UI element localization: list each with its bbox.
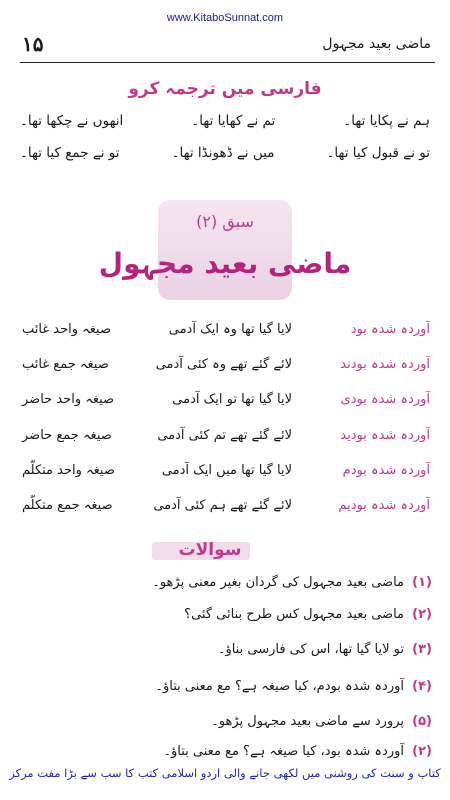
question-item — [22, 744, 432, 759]
exercise-heading: فارسی میں ترجمہ کرو — [128, 79, 322, 99]
question-text: تو لایا گیا تھا، اس کی فارسی بناؤ۔ — [217, 642, 405, 657]
question-number: (۳) — [412, 642, 432, 657]
conjugation-row — [22, 357, 430, 377]
exercise-row — [20, 113, 430, 129]
running-title: ماضی بعید مجہول — [322, 36, 431, 52]
conjugation-row — [22, 428, 430, 448]
conjugation-meaning: لایا گیا تھا میں ایک آدمی — [161, 463, 292, 478]
lesson-title: ماضی بعید مجہول — [98, 247, 352, 280]
question-text: ماضی بعید مجہول کی گردان بغیر معنی پڑھو۔ — [152, 575, 405, 590]
conjugation-type: صیغہ جمع متکلّم — [22, 498, 113, 513]
exercise-item: میں نے ڈھونڈا تھا۔ — [171, 145, 275, 161]
footer-banner[interactable]: کتاب و سنت کی روشنی میں لکھی جانے والی اردو اسلامی کتب کا سب سے بڑا مفت مرکز — [9, 766, 441, 780]
conjugation-form: آوردہ شدہ بودید — [340, 428, 430, 443]
conjugation-type: صیغہ واحد متکلّم — [22, 463, 115, 478]
conjugation-meaning: لائے گئے تھے وہ کئی آدمی — [155, 357, 292, 372]
conjugation-meaning: لایا گیا تھا تو ایک آدمی — [172, 392, 292, 407]
exercise-item: انھوں نے چکھا تھا۔ — [20, 113, 124, 129]
conjugation-form: آوردہ شدہ بود — [350, 322, 430, 337]
exercise-item: تو نے جمع کیا تھا۔ — [20, 145, 120, 161]
lesson-number: سبق (۲) — [196, 212, 254, 231]
page-header — [20, 30, 435, 63]
question-number: (۲) — [412, 607, 432, 622]
website-url[interactable]: www.KitaboSunnat.com — [166, 12, 284, 24]
question-number: (۲) — [412, 744, 432, 759]
conjugation-form: آوردہ شدہ بودند — [340, 357, 430, 372]
question-text: ماضی بعید مجہول کس طرح بنائی گئی؟ — [184, 607, 405, 622]
exercise-item: تو نے قبول کیا تھا۔ — [326, 145, 430, 161]
conjugation-meaning: لائے گئے تھے تم کئی آدمی — [157, 428, 292, 443]
questions-heading: سوالات — [178, 540, 242, 560]
exercise-item: ہم نے پکایا تھا۔ — [343, 113, 430, 129]
question-text: پرورد سے ماضی بعید مجہول پڑھو۔ — [211, 714, 405, 729]
conjugation-form: آوردہ شدہ بودم — [342, 463, 430, 478]
conjugation-type: صیغہ واحد حاضر — [22, 392, 115, 407]
question-item — [22, 575, 432, 590]
question-item — [22, 642, 432, 657]
conjugation-type: صیغہ جمع غائب — [22, 357, 109, 372]
conjugation-type: صیغہ جمع حاضر — [22, 428, 112, 443]
question-number: (۱) — [412, 575, 432, 590]
conjugation-meaning: لایا گیا تھا وہ ایک آدمی — [168, 322, 292, 337]
question-text: آوردہ شدہ بودم، کیا صیغہ ہے؟ مع معنی بتاؤ۔ — [155, 679, 405, 694]
exercise-item: تم نے کھایا تھا۔ — [191, 113, 276, 129]
question-number: (۵) — [412, 714, 432, 729]
conjugation-row — [22, 322, 430, 342]
conjugation-row — [22, 498, 430, 518]
conjugation-row — [22, 392, 430, 412]
question-item — [22, 607, 432, 622]
question-text: آوردہ شدہ بود، کیا صیغہ ہے؟ مع معنی بتاؤ۔ — [163, 744, 405, 759]
conjugation-row — [22, 463, 430, 483]
page-number: ۱۵ — [22, 32, 44, 56]
question-number: (۴) — [412, 679, 432, 694]
question-item — [22, 679, 432, 694]
exercise-row — [20, 145, 430, 161]
conjugation-form: آوردہ شدہ بودیم — [338, 498, 430, 513]
conjugation-type: صیغہ واحد غائب — [22, 322, 112, 337]
conjugation-form: آوردہ شدہ بودی — [340, 392, 430, 407]
question-item — [22, 714, 432, 729]
conjugation-meaning: لائے گئے تھے ہم کئی آدمی — [153, 498, 292, 513]
